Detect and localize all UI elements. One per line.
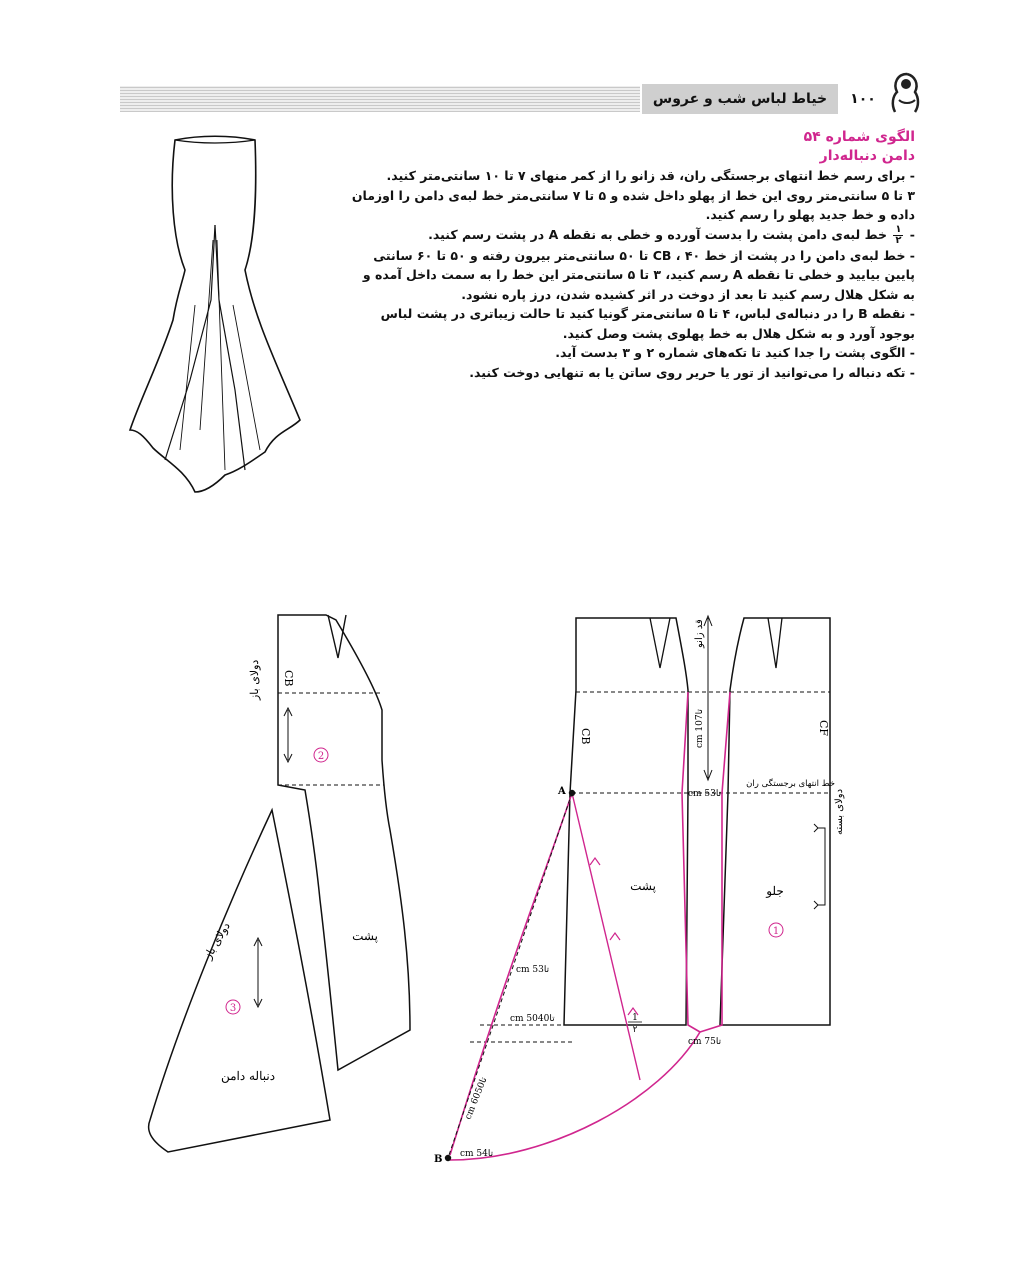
right-front-label: جلو [766,884,784,898]
skirt-outline [130,136,300,492]
train-center-line [572,793,640,1080]
piece-2-number: 2 [317,751,325,762]
fold-closed-bracket-arrows [814,824,818,909]
hip-line-label: خط انتهای برجستگی ران [746,779,835,789]
instruction-6: - الگوی پشت را جدا کنید تا تکه‌های شماره ۲ و ۳ بدست آید. [555,345,915,360]
train-piece-outline [149,810,330,1152]
drop-measure-label: cm 60تا50 [463,1076,490,1122]
page-number: ۱۰۰ [850,91,876,107]
pattern-construction [430,600,850,1170]
back-piece-outline [278,615,410,1070]
left-cb-label: CB [282,670,295,687]
instruction-5: - نقطه B را در دنباله‌ی لباس، ۴ تا ۵ سانتی‌متر گونیا کنید تا حالت زیباتری در پشت لباس بوجود آورد و به شکل هلال به خط پهلوی پشت وصل کنید. [380,306,915,341]
train-hem-curve [450,1032,700,1160]
right-back-label: پشت [630,879,656,893]
side-measure-label: cm 5تا3 [688,789,722,799]
left-back-label: پشت [352,929,378,943]
back-block-dart [650,618,670,668]
point-a-marker [569,790,575,796]
knee-measure-label: cm 10تا7 [695,709,705,748]
fraction-denominator: ۲ [895,234,902,246]
pattern-name: دامن دنباله‌دار [819,148,915,164]
fraction-half [893,225,903,246]
train-label: دنباله دامن [220,1069,276,1083]
square-measure-label: cm 5تا4 [460,1149,494,1159]
piece-3-number: 3 [229,1003,237,1014]
front-block-outline [720,618,830,1025]
pattern-pieces-2-3 [140,600,425,1160]
fold-closed-bracket [818,828,825,905]
book-title: خیاط لباس شب و عروس [640,84,838,114]
pattern-number: الگوی شماره ۵۴ [803,129,915,145]
curve-measure-label: cm 5تا3 [516,965,550,975]
half-fraction-den: ۲ [632,1025,638,1035]
knee-length-label: قد زانو [694,619,705,648]
point-b-marker [445,1155,451,1161]
front-block-dart [768,618,782,668]
instruction-3-prefix: - [909,226,915,242]
half-fraction-num: 1 [632,1013,638,1023]
instruction-4: - خط لبه‌ی دامن را در پشت از خط CB ، ۴۰ تا ۵۰ سانتی‌متر بیرون رفته و ۵۰ تا ۶۰ سانتی پایین بیایید و خطی تا نقطه A رسم کنید، ۳ تا ۵ سانتی‌متر این خط را به سمت داخل آمده و به شکل هلال رسم کنید تا بعد از دوخت در اثر کشیده شدن، درز پاره نشود. [362,247,915,302]
piece-1-number: 1 [772,926,780,937]
point-a-label: A [558,786,566,797]
hem-in-label: cm 7تا5 [688,1037,722,1047]
right-cb-label: CB [579,728,592,745]
instructions-block [350,128,915,382]
hem-out-label: cm 50تا40 [510,1014,555,1024]
instruction-7: - تکه دنباله را می‌توانید از تور یا حریر روی ساتن یا به تنهایی دوخت کنید. [469,364,915,380]
skirt-illustration [125,130,340,500]
train-fold-open-label: دولای باز [201,920,233,962]
point-b-label: B [434,1154,443,1165]
instruction-2: ۳ تا ۵ سانتی‌متر روی این خط از پهلو داخل شده و ۵ تا ۷ سانتی‌متر خط لبه‌ی دامن را اوزمان داده و خط جدید پهلو را رسم کنید. [351,187,915,222]
instruction-3 [350,225,915,246]
right-cf-label: CF [817,720,830,737]
left-fold-open-label: دولای باز [248,659,261,700]
fraction-numerator: ۱ [895,223,902,235]
instruction-3-text: خط لبه‌ی دامن پشت را بدست آورده و خطی به نقطه A در پشت رسم کنید. [428,226,887,242]
instruction-1: - برای رسم خط انتهای برجستگی ران، قد زانو را از کمر منهای ۷ تا ۱۰ سانتی‌متر کنید. [386,168,915,183]
skirt-fold-lines [180,240,260,470]
fold-closed-label: دولای بسته [834,788,845,835]
back-block-outline [564,618,688,1025]
book-logo-icon [885,70,929,116]
skirt-waistband [175,140,255,143]
skirt-godet-left [165,225,215,460]
